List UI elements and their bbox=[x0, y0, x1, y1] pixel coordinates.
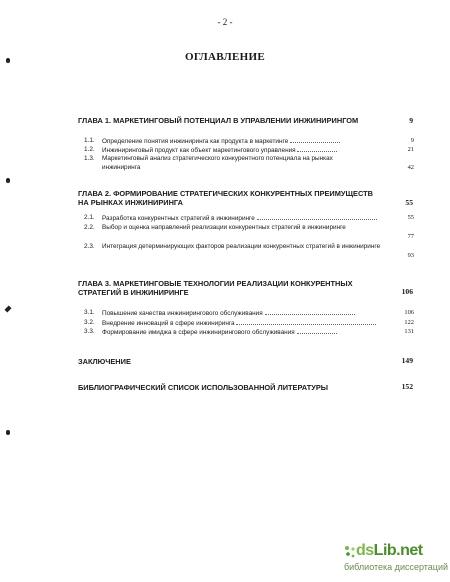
dslib-logo bbox=[344, 542, 449, 578]
item-page: 106 bbox=[404, 309, 414, 316]
chapter-3-page: 106 bbox=[401, 287, 413, 296]
logo-brand: dsLib.net bbox=[356, 542, 423, 559]
bibliography-label: БИБЛИОГРАФИЧЕСКИЙ СПИСОК ИСПОЛЬЗОВАННОЙ ЛИТЕРАТУРЫ bbox=[78, 383, 328, 392]
chapter-3-title: ГЛАВА 3. МАРКЕТИНГОВЫЕ ТЕХНОЛОГИИ РЕАЛИЗАЦИИ КОНКУРЕНТНЫХ СТРАТЕГИЙ В ИНЖИНИРИНГЕ bbox=[78, 279, 353, 297]
scan-mark bbox=[6, 178, 10, 183]
scan-mark bbox=[4, 305, 11, 312]
item-page: 42 bbox=[407, 164, 414, 171]
item-page: 131 bbox=[404, 328, 414, 335]
scan-mark bbox=[6, 430, 10, 435]
item-text: Разработка конкурентных стратегий в инжиниринге bbox=[102, 214, 388, 224]
item-number: 2.2. bbox=[84, 224, 95, 231]
item-page: 122 bbox=[404, 319, 414, 326]
toc-item bbox=[84, 155, 414, 173]
conclusion-label: ЗАКЛЮЧЕНИЕ bbox=[78, 357, 131, 366]
logo-dots-icon bbox=[344, 545, 356, 559]
chapter-1-title: ГЛАВА 1. МАРКЕТИНГОВЫЙ ПОТЕНЦИАЛ В УПРАВЛЕНИИ ИНЖИНИРИНГОМ bbox=[78, 116, 359, 125]
item-page: 93 bbox=[407, 252, 414, 259]
toc-item bbox=[84, 224, 414, 242]
item-number: 1.1. bbox=[84, 137, 95, 144]
item-page: 21 bbox=[407, 146, 414, 153]
logo-subtitle: библиотека диссертаций bbox=[344, 562, 449, 572]
item-number: 1.2. bbox=[84, 146, 95, 153]
chapter-1-page: 9 bbox=[409, 116, 413, 125]
item-page: 77 bbox=[407, 233, 414, 240]
item-text: Повышение качества инжинирингового обслуживания bbox=[102, 309, 388, 319]
page-number: - 2 - bbox=[217, 17, 233, 27]
item-text: Интеграция детерминирующих факторов реализации конкурентных стратегий в инжиниринге bbox=[102, 243, 381, 250]
item-number: 3.1. bbox=[84, 309, 95, 316]
item-number: 2.1. bbox=[84, 214, 95, 221]
item-page: 55 bbox=[407, 214, 414, 221]
item-number: 3.3. bbox=[84, 328, 95, 335]
item-number: 1.3. bbox=[84, 155, 95, 162]
bibliography-page: 152 bbox=[401, 382, 413, 391]
item-number: 3.2. bbox=[84, 319, 95, 326]
chapter-2-title: ГЛАВА 2. ФОРМИРОВАНИЕ СТРАТЕГИЧЕСКИХ КОНКУРЕНТНЫХ ПРЕИМУЩЕСТВ НА РЫНКАХ ИНЖИНИРИНГА bbox=[78, 189, 373, 207]
item-text: Инжиниринговый продукт как объект маркетингового управления bbox=[102, 146, 388, 156]
page-title: ОГЛАВЛЕНИЕ bbox=[185, 51, 265, 63]
item-text: Формирование имиджа в сфере инжинирингового обслуживания bbox=[102, 328, 388, 338]
item-text: Внедрение инноваций в сфере инжиниринга bbox=[102, 319, 388, 329]
chapter-2-page: 55 bbox=[405, 198, 413, 207]
item-text: Выбор и оценка направлений реализации конкурентных стратегий в инжиниринге bbox=[102, 224, 346, 231]
conclusion-page: 149 bbox=[401, 356, 413, 365]
item-text: Маркетинговый анализ стратегического конкурентного потенциала на рынках инжиниринга bbox=[102, 155, 333, 171]
item-number: 2.3. bbox=[84, 243, 95, 250]
toc-item bbox=[84, 243, 414, 261]
item-text: Определение понятия инжиниринга как продукта в маркетинге bbox=[102, 137, 388, 147]
item-page: 9 bbox=[410, 137, 414, 144]
